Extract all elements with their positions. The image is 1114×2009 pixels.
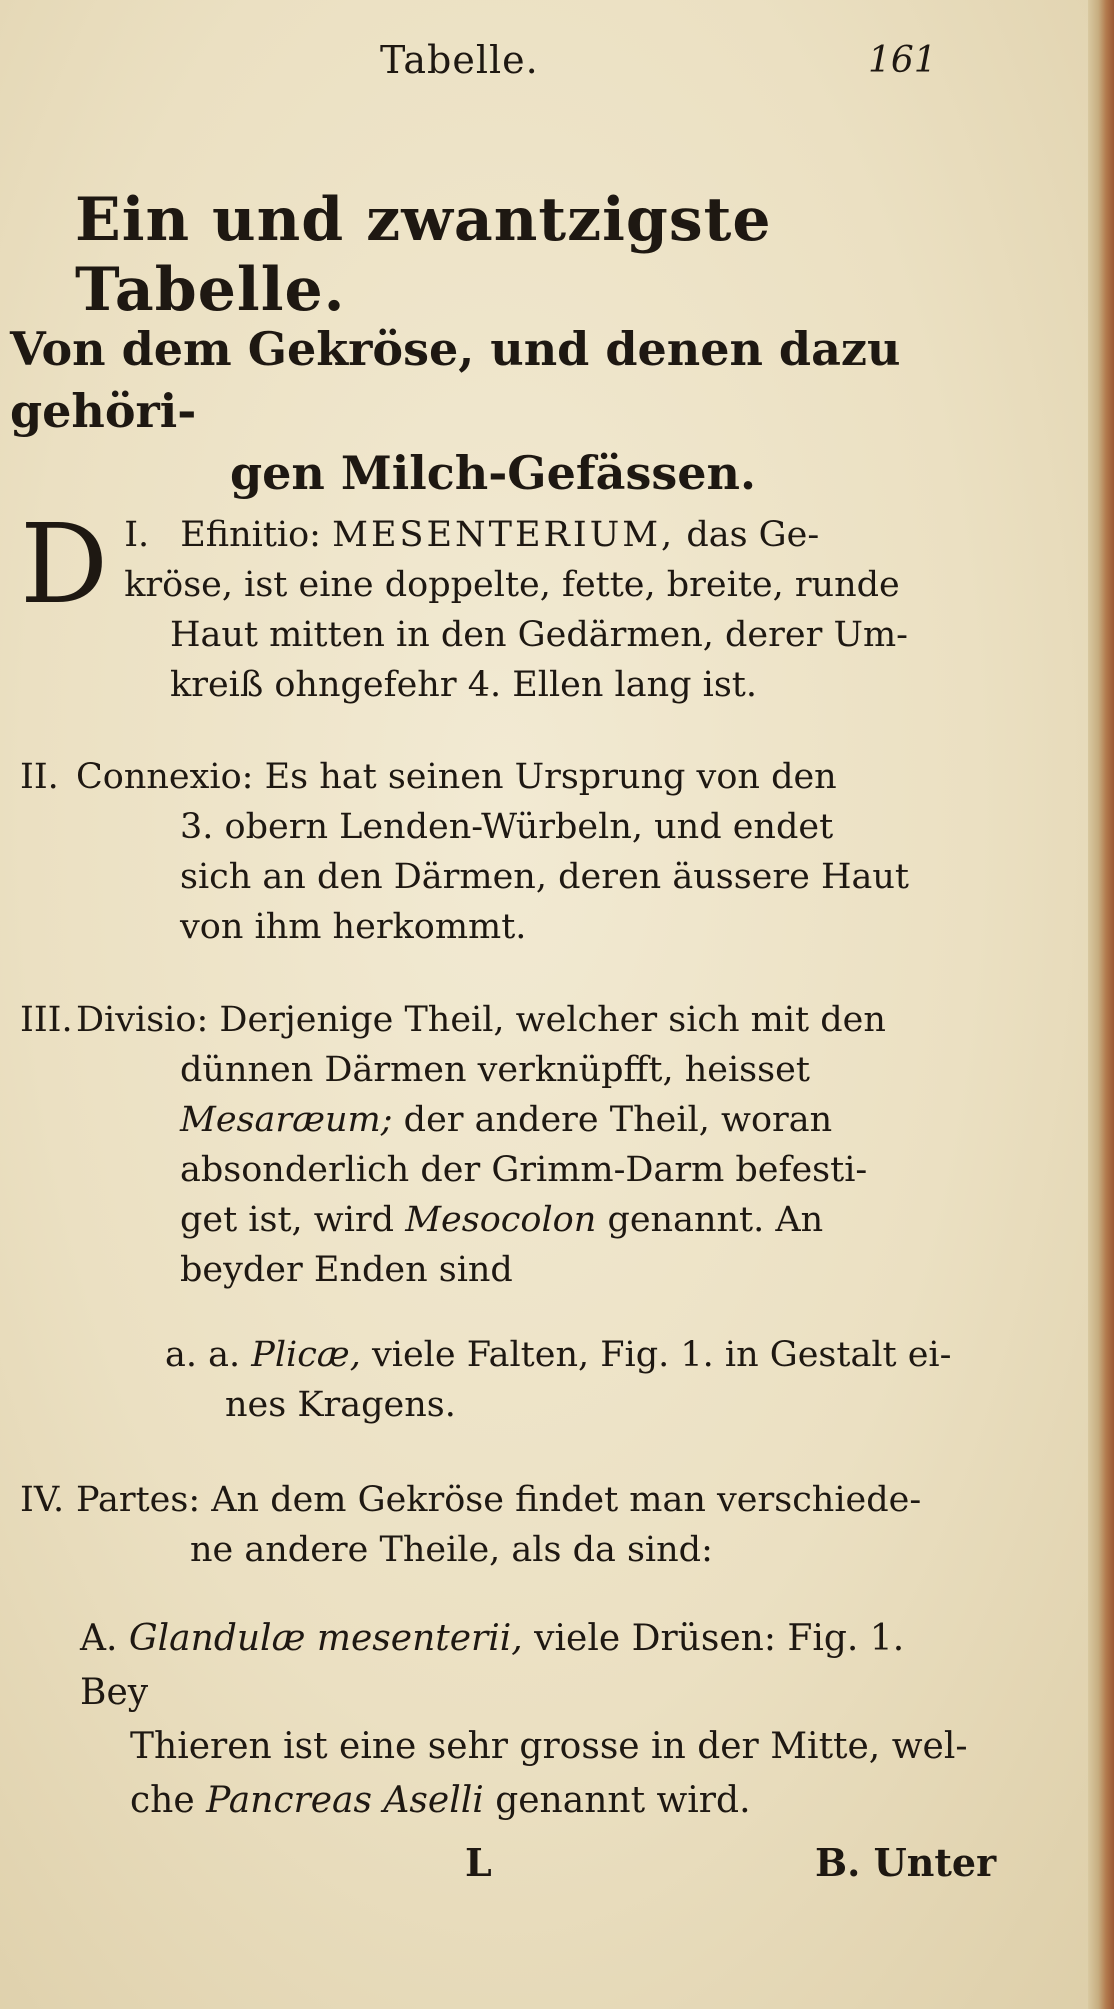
- section-text-line: sich an den Därmen, deren äussere Haut: [180, 857, 909, 897]
- section-number: IV.: [20, 1480, 65, 1520]
- item-marker: A.: [80, 1618, 118, 1659]
- page-edge: [1088, 0, 1114, 2009]
- item-glandulae: A. Glandulæ mesenterii, viele Drüsen: Fig. 1. Bey Thieren ist eine sehr grosse in der Mitte, wel- che Pancreas Aselli genannt wird.: [80, 1612, 980, 1828]
- section-text-line: Derjenige Theil, welcher sich mit den: [219, 1000, 886, 1040]
- section-connexio: [20, 752, 960, 952]
- section-number: II.: [20, 757, 59, 797]
- drop-cap: D: [20, 500, 109, 628]
- section-text-line: absonderlich der Grimm-Darm befesti-: [180, 1150, 868, 1190]
- running-header: [0, 38, 1114, 98]
- subtitle-line-1: Von dem Gekröse, und denen dazu gehöri-: [10, 322, 901, 438]
- section-number: III.: [20, 1000, 73, 1040]
- sub-item-plicae: a. a. Plicæ, viele Falten, Fig. 1. in Gestalt ei- nes Kragens.: [165, 1330, 965, 1430]
- section-number: I.: [124, 515, 150, 555]
- latin-term: Plicæ,: [251, 1335, 361, 1375]
- section-text-line: Haut mitten in den Gedärmen, derer Um-: [170, 615, 908, 655]
- latin-term: Mesaræum;: [180, 1100, 393, 1140]
- running-title: Tabelle.: [380, 38, 539, 82]
- section-text-line: kreiß ohngefehr 4. Ellen lang ist.: [170, 665, 758, 705]
- section-text-line: An dem Gekröse findet man verschiede-: [211, 1480, 922, 1520]
- section-text-line: kröse, ist eine doppelte, fette, breite, runde: [124, 565, 900, 605]
- section-label: Divisio:: [76, 1000, 209, 1040]
- section-text-line: dünnen Därmen verknüpfft, heisset: [180, 1050, 810, 1090]
- section-text-line: das Ge-: [686, 515, 820, 555]
- section-partes: [20, 1475, 960, 1575]
- latin-term: Mesocolon: [405, 1200, 597, 1240]
- section-label: Efinitio:: [180, 515, 321, 555]
- section-text-line: 3. obern Lenden-Würbeln, und endet: [180, 807, 834, 847]
- section-text-line: ne andere Theile, als da sind:: [190, 1530, 713, 1570]
- subtitle-line-2: gen Milch-Gefässen.: [230, 446, 756, 500]
- chapter-subtitle: [10, 318, 970, 504]
- section-text-line: Es hat seinen Ursprung von den: [264, 757, 837, 797]
- section-definitio: [20, 500, 960, 710]
- section-term: MESENTERIUM,: [332, 515, 676, 555]
- latin-term: Pancreas Aselli: [206, 1780, 484, 1821]
- section-label: Connexio:: [76, 757, 254, 797]
- section-text-line: von ihm herkommt.: [180, 907, 527, 947]
- signature-mark: L: [465, 1840, 492, 1885]
- section-divisio: [20, 995, 960, 1295]
- section-label: Partes:: [76, 1480, 201, 1520]
- chapter-title: Ein und zwantzigste Tabelle.: [75, 185, 772, 325]
- sub-item-marker: a. a.: [165, 1335, 241, 1375]
- section-text-line: get ist, wird Mesocolon genannt. An: [180, 1200, 824, 1240]
- item-text-line: che Pancreas Aselli genannt wird.: [130, 1780, 751, 1821]
- page-number: 161: [868, 40, 937, 81]
- item-text-line: Thieren ist eine sehr grosse in der Mitte, wel-: [130, 1726, 968, 1767]
- section-text-line: Mesaræum; der andere Theil, woran: [180, 1100, 833, 1140]
- sub-item-text-line: nes Kragens.: [225, 1385, 456, 1425]
- catchword: B. Unter: [815, 1840, 997, 1885]
- section-text-line: beyder Enden sind: [180, 1250, 513, 1290]
- latin-term: Glandulæ mesenterii,: [128, 1618, 523, 1659]
